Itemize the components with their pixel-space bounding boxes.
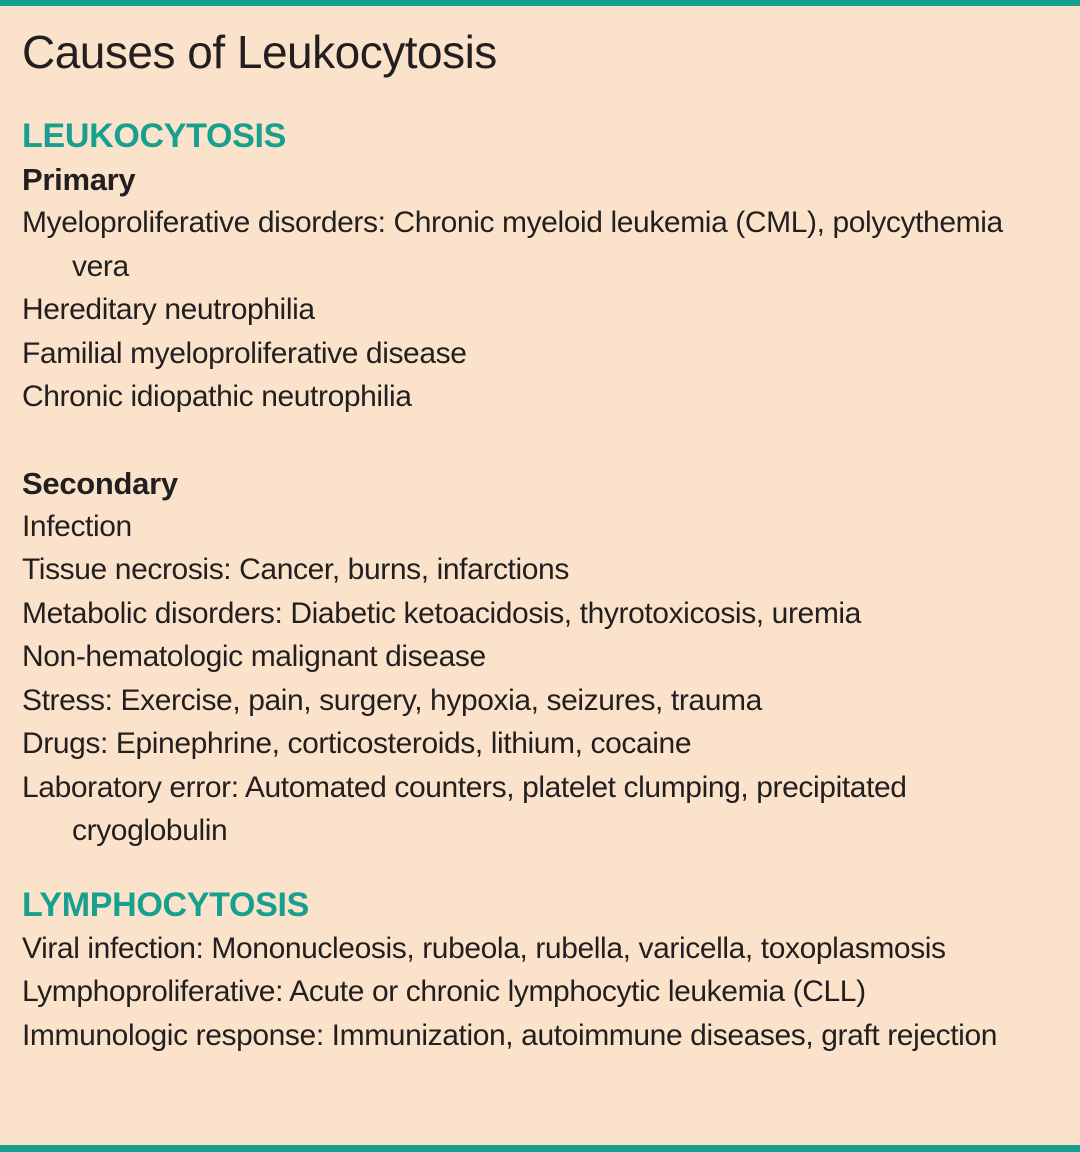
list-item: Familial myeloproliferative disease xyxy=(22,336,467,370)
list-item: Myeloproliferative disorders: Chronic myeloid leukemia (CML), polycythemia vera xyxy=(22,206,1003,283)
list-item: Stress: Exercise, pain, surgery, hypoxia, seizures, trauma xyxy=(22,683,762,717)
lymphocytosis-causes-list xyxy=(22,927,1060,1058)
list-item: Metabolic disorders: Diabetic ketoacidosis, thyrotoxicosis, uremia xyxy=(22,596,861,630)
box-content xyxy=(22,24,1060,1057)
list-item: Laboratory error: Automated counters, platelet clumping, precipitated cryoglobulin xyxy=(22,770,907,847)
list-item: Immunologic response: Immunization, autoimmune diseases, graft rejection xyxy=(22,1018,998,1052)
list-item: Hereditary neutrophilia xyxy=(22,293,315,326)
top-rule xyxy=(0,0,1080,6)
list-item: Non-hematologic malignant disease xyxy=(22,640,486,673)
subheading-secondary: Secondary xyxy=(22,465,178,501)
secondary-causes-list xyxy=(22,505,1060,853)
section-heading-leukocytosis: LEUKOCYTOSIS xyxy=(22,117,287,155)
list-item: Viral infection: Mononucleosis, rubeola, rubella, varicella, toxoplasmosis xyxy=(22,931,946,965)
list-item: Chronic idiopathic neutrophilia xyxy=(22,380,412,413)
subheading-primary: Primary xyxy=(22,162,136,197)
section-heading-lymphocytosis: LYMPHOCYTOSIS xyxy=(22,885,310,924)
list-item: Drugs: Epinephrine, corticosteroids, lithium, cocaine xyxy=(22,727,692,760)
bottom-rule xyxy=(0,1145,1080,1152)
list-item: Lymphoproliferative: Acute or chronic lymphocytic leukemia (CLL) xyxy=(22,975,866,1008)
box-title: Causes of Leukocytosis xyxy=(22,26,497,78)
list-item: Infection xyxy=(22,509,132,543)
primary-causes-list xyxy=(22,201,1060,419)
list-item: Tissue necrosis: Cancer, burns, infarctions xyxy=(22,553,569,586)
